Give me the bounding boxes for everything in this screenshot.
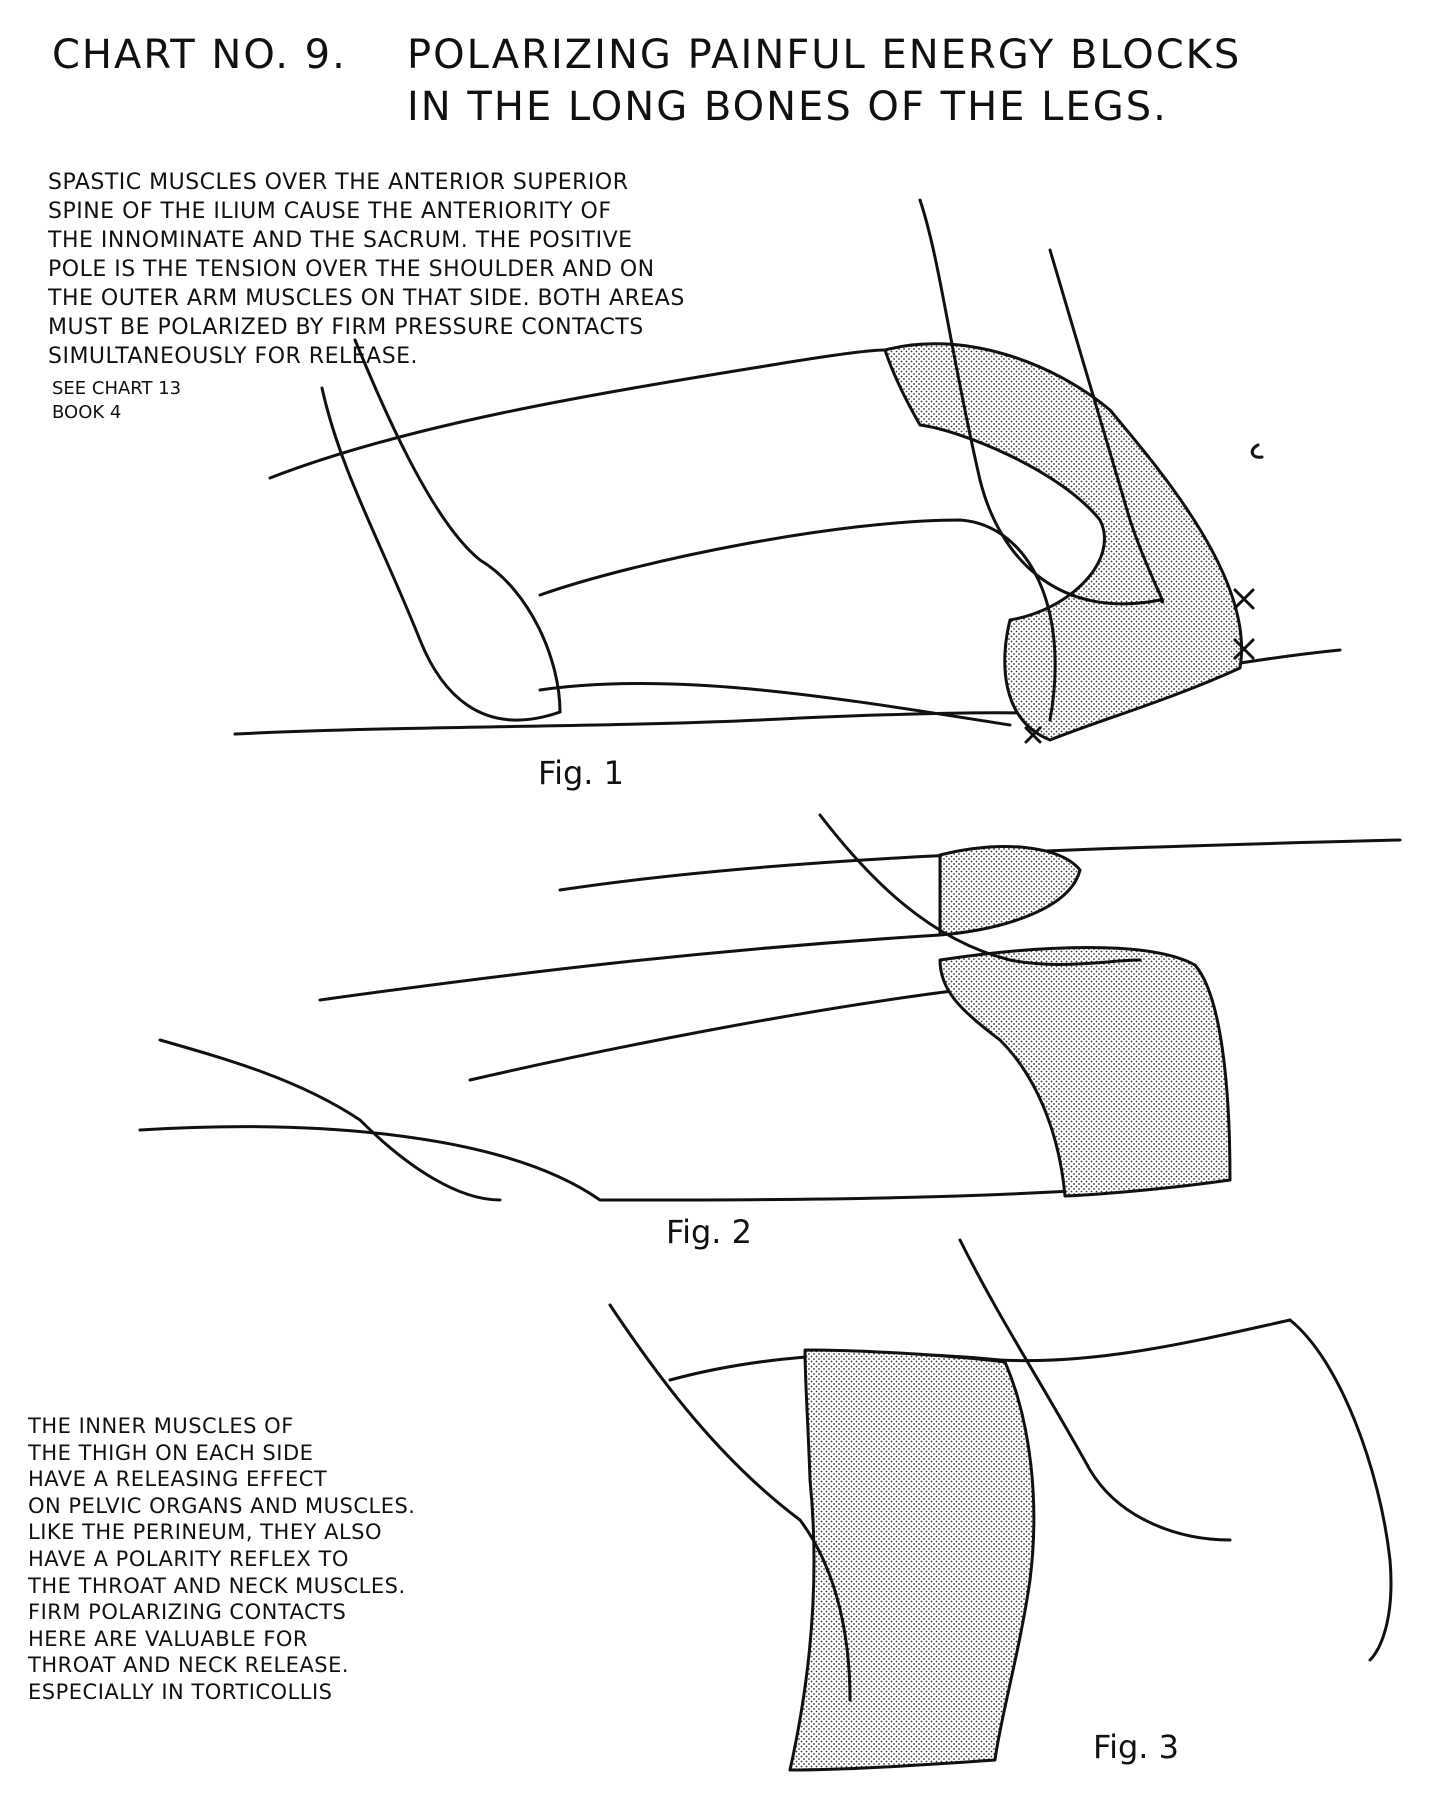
figure-3-drawing — [610, 1240, 1391, 1770]
note-bottom-line: THROAT AND NECK RELEASE. — [28, 1653, 350, 1678]
note-top-line: SPINE OF THE ILIUM CAUSE THE ANTERIORITY OF — [48, 199, 612, 224]
fig1-table-line — [235, 713, 1050, 734]
fig1-arm-left — [322, 388, 560, 720]
note-top-line: SPASTIC MUSCLES OVER THE ANTERIOR SUPERIOR — [48, 170, 629, 195]
fig1-lower-leg — [540, 520, 1055, 720]
note-top-line: POLE IS THE TENSION OVER THE SHOULDER AND ON — [48, 257, 655, 282]
note-bottom-line: FIRM POLARIZING CONTACTS — [28, 1600, 347, 1625]
chart-number: CHART NO. 9. — [52, 32, 347, 78]
reference-note — [52, 377, 181, 425]
note-bottom-line: ESPECIALLY IN TORTICOLLIS — [28, 1679, 333, 1704]
note-bottom-line: THE THIGH ON EACH SIDE — [28, 1440, 314, 1465]
fig1-arm-left-inner — [355, 340, 560, 712]
reference-book: BOOK 4 — [52, 402, 122, 423]
figure-3-caption: Fig. 3 — [1093, 1728, 1179, 1766]
fig2-shorts — [940, 948, 1230, 1197]
note-top-line: SIMULTANEOUSLY FOR RELEASE. — [48, 344, 419, 369]
note-bottom — [28, 1413, 416, 1706]
note-bottom-line: HAVE A RELEASING EFFECT — [28, 1467, 328, 1492]
fig3-shorts — [790, 1350, 1034, 1770]
note-bottom-line: HAVE A POLARITY REFLEX TO — [28, 1546, 349, 1571]
chart-title-line-2: IN THE LONG BONES OF THE LEGS. — [407, 84, 1168, 130]
fig1-shorts — [885, 344, 1242, 740]
note-bottom-line: THE THROAT AND NECK MUSCLES. — [28, 1573, 406, 1598]
fig3-pillow — [1290, 1320, 1391, 1660]
note-top-line: THE INNOMINATE AND THE SACRUM. THE POSITIVE — [48, 228, 633, 253]
reference-chart: SEE CHART 13 — [52, 378, 182, 399]
note-bottom-line: HERE ARE VALUABLE FOR — [28, 1626, 309, 1651]
note-top-line: MUST BE POLARIZED BY FIRM PRESSURE CONTACTS — [48, 315, 644, 340]
fig2-shorts-top — [940, 847, 1080, 935]
fig2-lower-leg — [470, 990, 960, 1080]
note-top — [48, 168, 685, 371]
fig1-skin-mark — [1252, 445, 1262, 457]
chart-title-line-1: POLARIZING PAINFUL ENERGY BLOCKS — [407, 32, 1242, 78]
note-bottom-line: LIKE THE PERINEUM, THEY ALSO — [28, 1520, 383, 1545]
note-bottom-line: THE INNER MUSCLES OF — [28, 1414, 294, 1438]
note-top-line: THE OUTER ARM MUSCLES ON THAT SIDE. BOTH AREAS — [48, 286, 685, 311]
figure-2-caption: Fig. 2 — [666, 1213, 752, 1251]
fig2-arm-left — [160, 1040, 500, 1200]
fig2-upper-leg — [320, 935, 940, 1000]
note-bottom-line: ON PELVIC ORGANS AND MUSCLES. — [28, 1493, 416, 1518]
figure-1-caption: Fig. 1 — [538, 754, 624, 792]
figure-2-drawing — [140, 815, 1400, 1200]
